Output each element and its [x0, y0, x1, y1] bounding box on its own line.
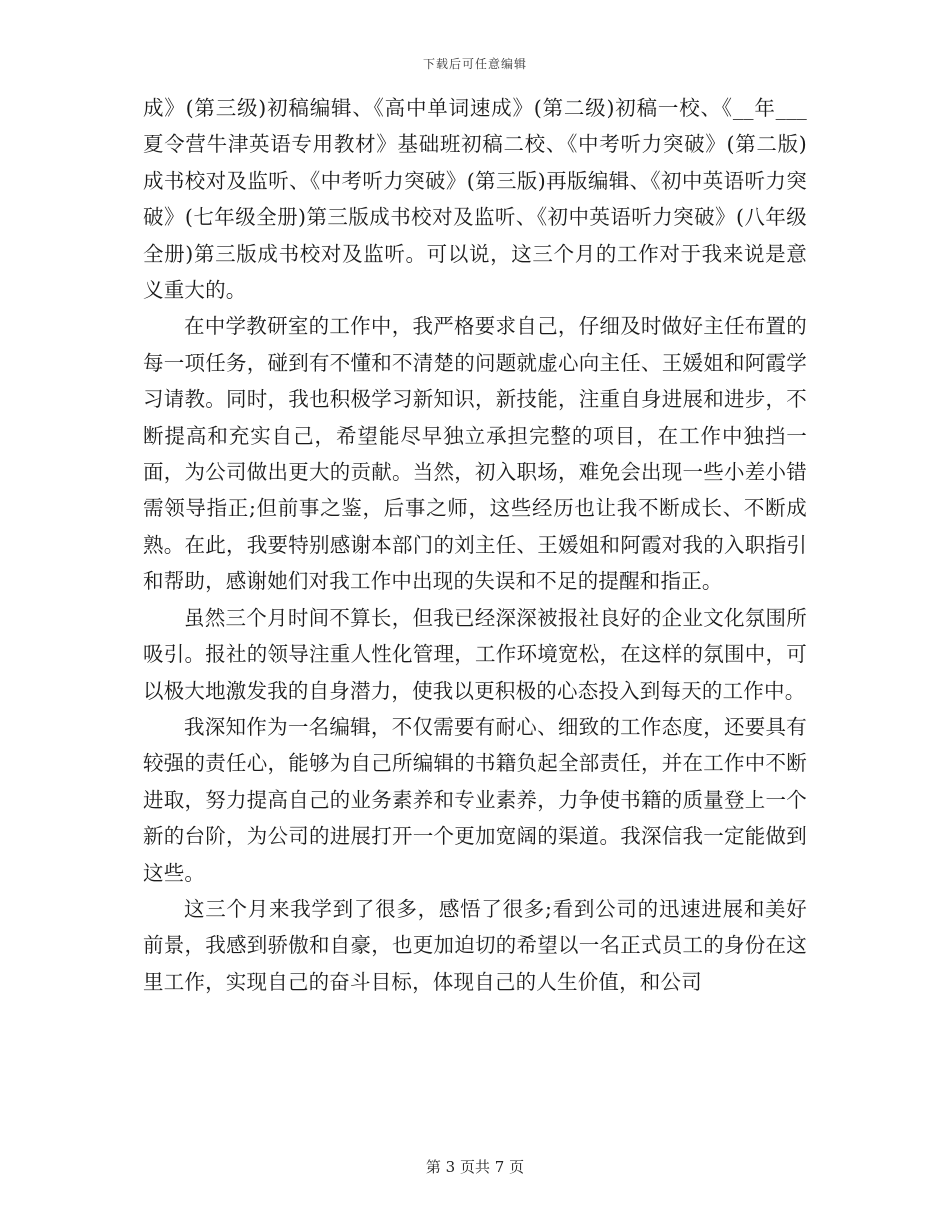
paragraph-editor-responsibility: 我深知作为一名编辑，不仅需要有耐心、细致的工作态度，还要具有较强的责任心，能够为自己所编辑的书籍负起全部责任，并在工作中不断进取，努力提高自己的业务素养和专业素养，力争使书籍的质量登上一个新的台阶，为公司的进展打开一个更加宽阔的渠道。我深信我一定能做到这些。 — [143, 714, 807, 885]
document-body — [143, 90, 807, 1000]
page-footer: 第 3 页共 7 页 — [425, 1158, 525, 1176]
paragraph-work-attitude: 在中学教研室的工作中，我严格要求自己，仔细及时做好主任布置的每一项任务，碰到有不懂和不清楚的问题就虚心向主任、王媛姐和阿霞学习请教。同时，我也积极学习新知识，新技能，注重自身进展和进步，不断提高和充实自己，希望能尽早独立承担完整的项目，在工作中独挡一面，为公司做出更大的贡献。当然，初入职场，难免会出现一些小差小错需领导指正;但前事之鉴，后事之师，这些经历也让我不断成长、不断成熟。在此，我要特别感谢本部门的刘主任、王媛姐和阿霞对我的入职指引和帮助，感谢她们对我工作中出现的失误和不足的提醒和指正。 — [143, 314, 807, 594]
paragraph-continuation: 成》(第三级)初稿编辑、《高中单词速成》(第二级)初稿一校、《__年___夏令营牛津英语专用教材》基础班初稿二校、《中考听力突破》(第二版)成书校对及监听、《中考听力突破》(第三版)再版编辑、《初中英语听力突破》(七年级全册)第三版成书校对及监听、《初中英语听力突破》(八年级全册)第三版成书校对及监听。可以说，这三个月的工作对于我来说是意义重大的。 — [143, 96, 807, 303]
paragraph-reflection: 这三个月来我学到了很多，感悟了很多;看到公司的迅速进展和美好前景，我感到骄傲和自豪，也更加迫切的希望以一名正式员工的身份在这里工作，实现自己的奋斗目标，体现自己的人生价值，和公司 — [143, 896, 807, 994]
page-header: 下载后可任意编辑 — [422, 57, 527, 71]
paragraph-company-culture: 虽然三个月时间不算长，但我已经深深被报社良好的企业文化氛围所吸引。报社的领导注重人性化管理，工作环境宽松，在这样的氛围中，可以极大地激发我的自身潜力，使我以更积极的心态投入到每天的工作中。 — [143, 605, 807, 703]
